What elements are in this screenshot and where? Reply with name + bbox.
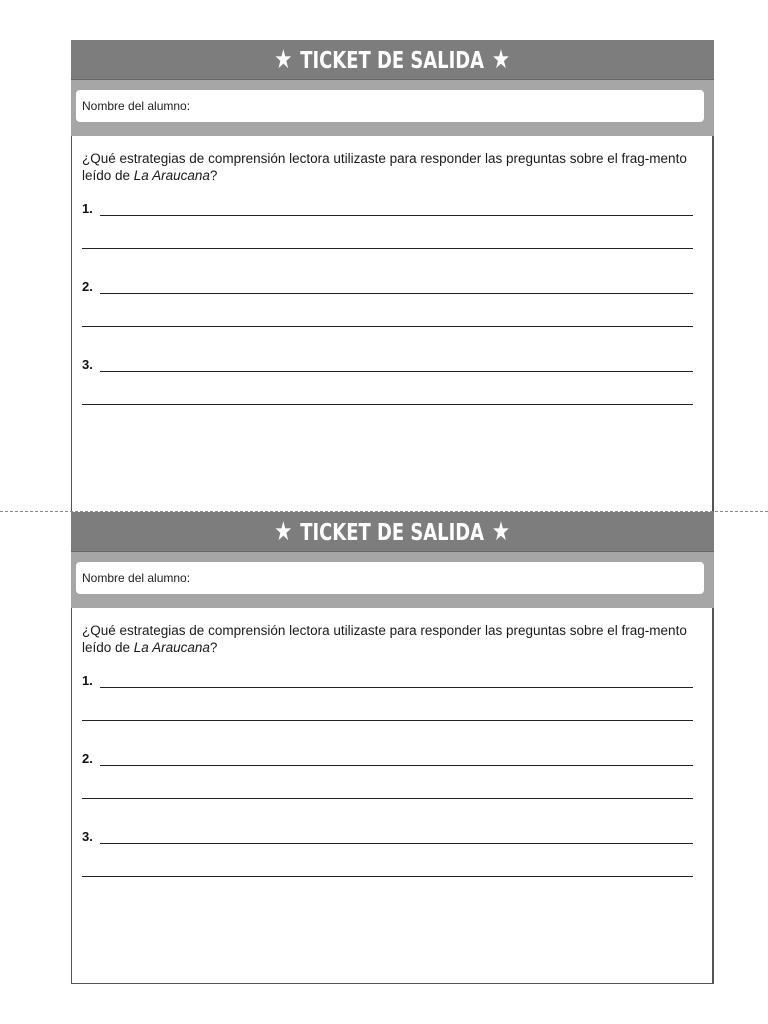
answer-line[interactable] (100, 371, 693, 372)
name-band (71, 552, 714, 608)
answer-line[interactable] (82, 248, 693, 249)
student-name-label: Nombre del alumno: (82, 99, 191, 113)
answer-line[interactable] (82, 326, 693, 327)
ticket-title: TICKET DE SALIDA (300, 519, 485, 546)
answer-number: 1. (82, 201, 93, 216)
star-icon: ★ (492, 516, 511, 547)
ticket-1 (71, 40, 714, 512)
name-band (71, 80, 714, 136)
answer-2[interactable] (82, 751, 714, 829)
answer-number: 1. (82, 673, 93, 688)
answer-line[interactable] (100, 687, 693, 688)
ticket-header (71, 40, 714, 80)
answer-3[interactable] (82, 357, 714, 435)
answer-number: 3. (82, 829, 93, 844)
book-title: La Araucana (133, 168, 210, 183)
ticket-2 (71, 512, 714, 984)
star-icon: ★ (492, 44, 511, 75)
answer-number: 2. (82, 279, 93, 294)
question: ¿Qué estrategias de comprensión lectora utilizaste para responder las preguntas sobre el frag-mento leído de La Araucana? (82, 151, 687, 183)
ticket-body (71, 608, 714, 907)
question: ¿Qué estrategias de comprensión lectora utilizaste para responder las preguntas sobre el frag-mento leído de La Araucana? (82, 623, 687, 655)
ticket-title: TICKET DE SALIDA (300, 47, 485, 74)
answer-line[interactable] (82, 798, 693, 799)
ticket-body (71, 136, 714, 435)
answer-3[interactable] (82, 829, 714, 907)
answer-number: 2. (82, 751, 93, 766)
answer-1[interactable] (82, 201, 714, 279)
answer-line[interactable] (100, 843, 693, 844)
star-icon: ★ (274, 516, 293, 547)
book-title: La Araucana (133, 640, 210, 655)
student-name-label: Nombre del alumno: (82, 571, 191, 585)
answer-line[interactable] (82, 876, 693, 877)
star-icon: ★ (274, 44, 293, 75)
answer-1[interactable] (82, 673, 714, 751)
answer-number: 3. (82, 357, 93, 372)
student-name-field[interactable] (76, 562, 704, 594)
ticket-header (71, 512, 714, 552)
student-name-field[interactable] (76, 90, 704, 122)
answer-line[interactable] (100, 765, 693, 766)
answer-line[interactable] (82, 720, 693, 721)
answer-2[interactable] (82, 279, 714, 357)
answer-line[interactable] (82, 404, 693, 405)
answer-line[interactable] (100, 215, 693, 216)
answer-line[interactable] (100, 293, 693, 294)
